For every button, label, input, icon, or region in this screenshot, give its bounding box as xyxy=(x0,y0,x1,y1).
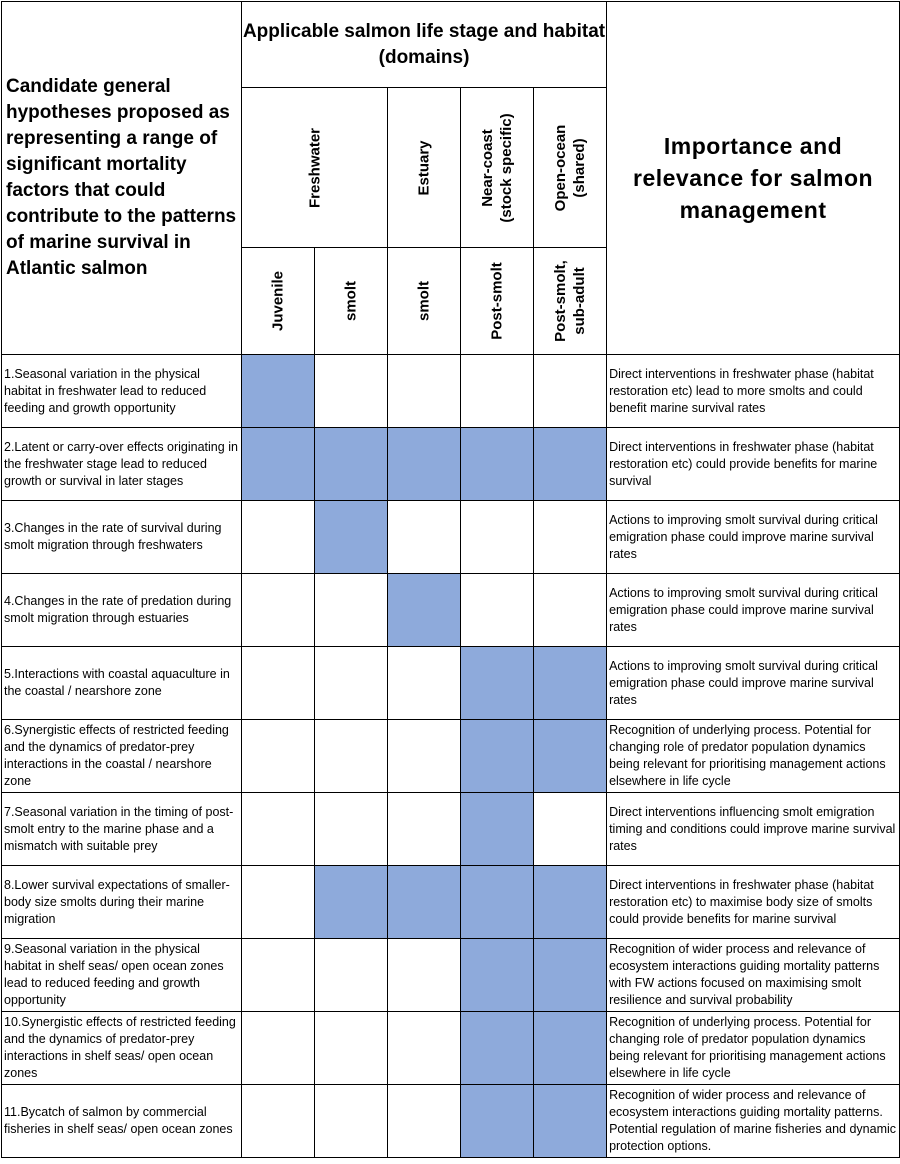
hypothesis-cell: 8.Lower survival expectations of smaller-body size smolts during their marine migration xyxy=(2,866,242,939)
table-row xyxy=(2,793,900,866)
hypothesis-cell: 7.Seasonal variation in the timing of post-smolt entry to the marine phase and a mismatch with suitable prey xyxy=(2,793,242,866)
stage-label-line: Post-smolt, xyxy=(552,260,570,342)
stage-cell xyxy=(388,793,461,866)
stage-label-line: sub-adult xyxy=(571,267,589,335)
importance-cell: Direct interventions in freshwater phase (habitat restoration etc) lead to more smolts and could benefit marine survival rates xyxy=(607,355,900,428)
stage-cell xyxy=(534,647,607,720)
importance-cell: Actions to improving smolt survival during critical emigration phase could improve marine survival rates xyxy=(607,501,900,574)
habitat-label-line: Near-coast xyxy=(479,128,496,207)
stage-cell xyxy=(242,866,315,939)
stage-cell xyxy=(315,647,388,720)
stage-header-smolt-estuary xyxy=(388,248,461,355)
habitat-header-near-coast xyxy=(461,88,534,248)
stage-label: smolt xyxy=(415,280,433,322)
stage-cell xyxy=(388,355,461,428)
stage-cell xyxy=(534,939,607,1012)
stage-cell xyxy=(461,866,534,939)
stage-header-juvenile xyxy=(242,248,315,355)
importance-column-header: Importance and relevance for salmon management xyxy=(607,2,900,355)
stage-cell xyxy=(388,428,461,501)
stage-cell xyxy=(388,574,461,647)
table-row xyxy=(2,574,900,647)
stage-cell xyxy=(534,793,607,866)
importance-cell: Recognition of underlying process. Potential for changing role of predator population dynamics being relevant for prioritising management actions elsewhere in life cycle xyxy=(607,720,900,793)
stage-cell xyxy=(315,720,388,793)
stage-cell xyxy=(388,647,461,720)
hypothesis-cell: 9.Seasonal variation in the physical habitat in shelf seas/ open ocean zones lead to reduced feeding and growth opportunity xyxy=(2,939,242,1012)
table-row xyxy=(2,866,900,939)
stage-cell xyxy=(242,939,315,1012)
importance-cell: Actions to improving smolt survival during critical emigration phase could improve marine survival rates xyxy=(607,647,900,720)
stage-cell xyxy=(242,574,315,647)
stage-cell xyxy=(242,1012,315,1085)
stage-cell xyxy=(461,1085,534,1158)
stage-cell xyxy=(315,793,388,866)
stage-cell xyxy=(315,355,388,428)
hypothesis-cell: 2.Latent or carry-over effects originating in the freshwater stage lead to reduced growth or survival in later stages xyxy=(2,428,242,501)
stage-cell xyxy=(388,1012,461,1085)
stage-cell xyxy=(461,501,534,574)
stage-cell xyxy=(315,1085,388,1158)
habitat-header-freshwater xyxy=(242,88,388,248)
hypothesis-cell: 4.Changes in the rate of predation during smolt migration through estuaries xyxy=(2,574,242,647)
stage-cell xyxy=(242,647,315,720)
table-row xyxy=(2,428,900,501)
importance-cell: Recognition of underlying process. Potential for changing role of predator population dynamics being relevant for prioritising management actions elsewhere in life cycle xyxy=(607,1012,900,1085)
stage-header-smolt-freshwater xyxy=(315,248,388,355)
habitat-label: Freshwater xyxy=(306,127,323,208)
stage-label: Post-smolt xyxy=(488,262,506,340)
habitat-header-estuary xyxy=(388,88,461,248)
stage-cell xyxy=(534,1012,607,1085)
hypothesis-cell: 1.Seasonal variation in the physical habitat in freshwater lead to reduced feeding and growth opportunity xyxy=(2,355,242,428)
stage-cell xyxy=(388,939,461,1012)
hypotheses-column-header: Candidate general hypotheses proposed as representing a range of significant mortality factors that could contribute to the patterns of marine survival in Atlantic salmon xyxy=(2,2,242,355)
stage-cell xyxy=(388,720,461,793)
habitat-label xyxy=(551,124,589,211)
habitat-label xyxy=(478,113,516,222)
stage-label: smolt xyxy=(342,280,360,322)
importance-cell: Direct interventions in freshwater phase (habitat restoration etc) to maximise body size of smolts could provide benefits for marine survival xyxy=(607,866,900,939)
hypothesis-cell: 11.Bycatch of salmon by commercial fisheries in shelf seas/ open ocean zones xyxy=(2,1085,242,1158)
hypotheses-table xyxy=(1,1,900,1158)
table-row xyxy=(2,501,900,574)
importance-cell: Direct interventions in freshwater phase (habitat restoration etc) could provide benefits for marine survival xyxy=(607,428,900,501)
habitat-label: Estuary xyxy=(415,139,433,196)
stage-label xyxy=(551,260,589,342)
stage-header-post-smolt xyxy=(461,248,534,355)
habitat-label-line: (shared) xyxy=(571,137,589,198)
stage-cell xyxy=(242,428,315,501)
table-row xyxy=(2,1085,900,1158)
stage-cell xyxy=(388,501,461,574)
life-stage-header: Applicable salmon life stage and habitat (domains) xyxy=(242,2,607,88)
hypothesis-cell: 6.Synergistic effects of restricted feeding and the dynamics of predator-prey interactions in the coastal / nearshore zone xyxy=(2,720,242,793)
importance-cell: Recognition of wider process and relevance of ecosystem interactions guiding mortality patterns. Potential regulation of marine fisheries and dynamic protection options. xyxy=(607,1085,900,1158)
stage-cell xyxy=(315,501,388,574)
stage-cell xyxy=(315,939,388,1012)
hypothesis-cell: 3.Changes in the rate of survival during smolt migration through freshwaters xyxy=(2,501,242,574)
stage-cell xyxy=(388,1085,461,1158)
hypothesis-cell: 5.Interactions with coastal aquaculture in the coastal / nearshore zone xyxy=(2,647,242,720)
stage-cell xyxy=(242,355,315,428)
habitat-label-line: Open-ocean xyxy=(552,124,570,211)
stage-cell xyxy=(461,355,534,428)
table-row xyxy=(2,1012,900,1085)
stage-cell xyxy=(534,501,607,574)
stage-cell xyxy=(461,720,534,793)
stage-cell xyxy=(388,866,461,939)
table-row xyxy=(2,355,900,428)
stage-cell xyxy=(461,793,534,866)
hypothesis-cell: 10.Synergistic effects of restricted feeding and the dynamics of predator-prey interactions in shelf seas/ open ocean zones xyxy=(2,1012,242,1085)
stage-cell xyxy=(242,501,315,574)
stage-cell xyxy=(534,428,607,501)
stage-cell xyxy=(315,1012,388,1085)
importance-cell: Actions to improving smolt survival during critical emigration phase could improve marine survival rates xyxy=(607,574,900,647)
stage-cell xyxy=(534,1085,607,1158)
stage-cell xyxy=(461,1012,534,1085)
table-row xyxy=(2,939,900,1012)
stage-header-post-smolt-sub-adult xyxy=(534,248,607,355)
table-row xyxy=(2,720,900,793)
stage-cell xyxy=(461,574,534,647)
stage-cell xyxy=(315,574,388,647)
stage-cell xyxy=(242,793,315,866)
habitat-header-open-ocean xyxy=(534,88,607,248)
stage-cell xyxy=(461,939,534,1012)
stage-cell xyxy=(242,720,315,793)
importance-cell: Direct interventions influencing smolt emigration timing and conditions could improve marine survival rates xyxy=(607,793,900,866)
stage-cell xyxy=(534,866,607,939)
habitat-label-line: (stock specific) xyxy=(498,112,515,223)
table-row xyxy=(2,647,900,720)
stage-cell xyxy=(315,428,388,501)
importance-cell: Recognition of wider process and relevance of ecosystem interactions guiding mortality patterns with FW actions focused on maximising smolt resilience and survival probability xyxy=(607,939,900,1012)
stage-cell xyxy=(534,355,607,428)
stage-cell xyxy=(242,1085,315,1158)
stage-cell xyxy=(534,720,607,793)
stage-label: Juvenile xyxy=(269,270,287,332)
stage-cell xyxy=(461,647,534,720)
stage-cell xyxy=(461,428,534,501)
stage-cell xyxy=(315,866,388,939)
stage-cell xyxy=(534,574,607,647)
